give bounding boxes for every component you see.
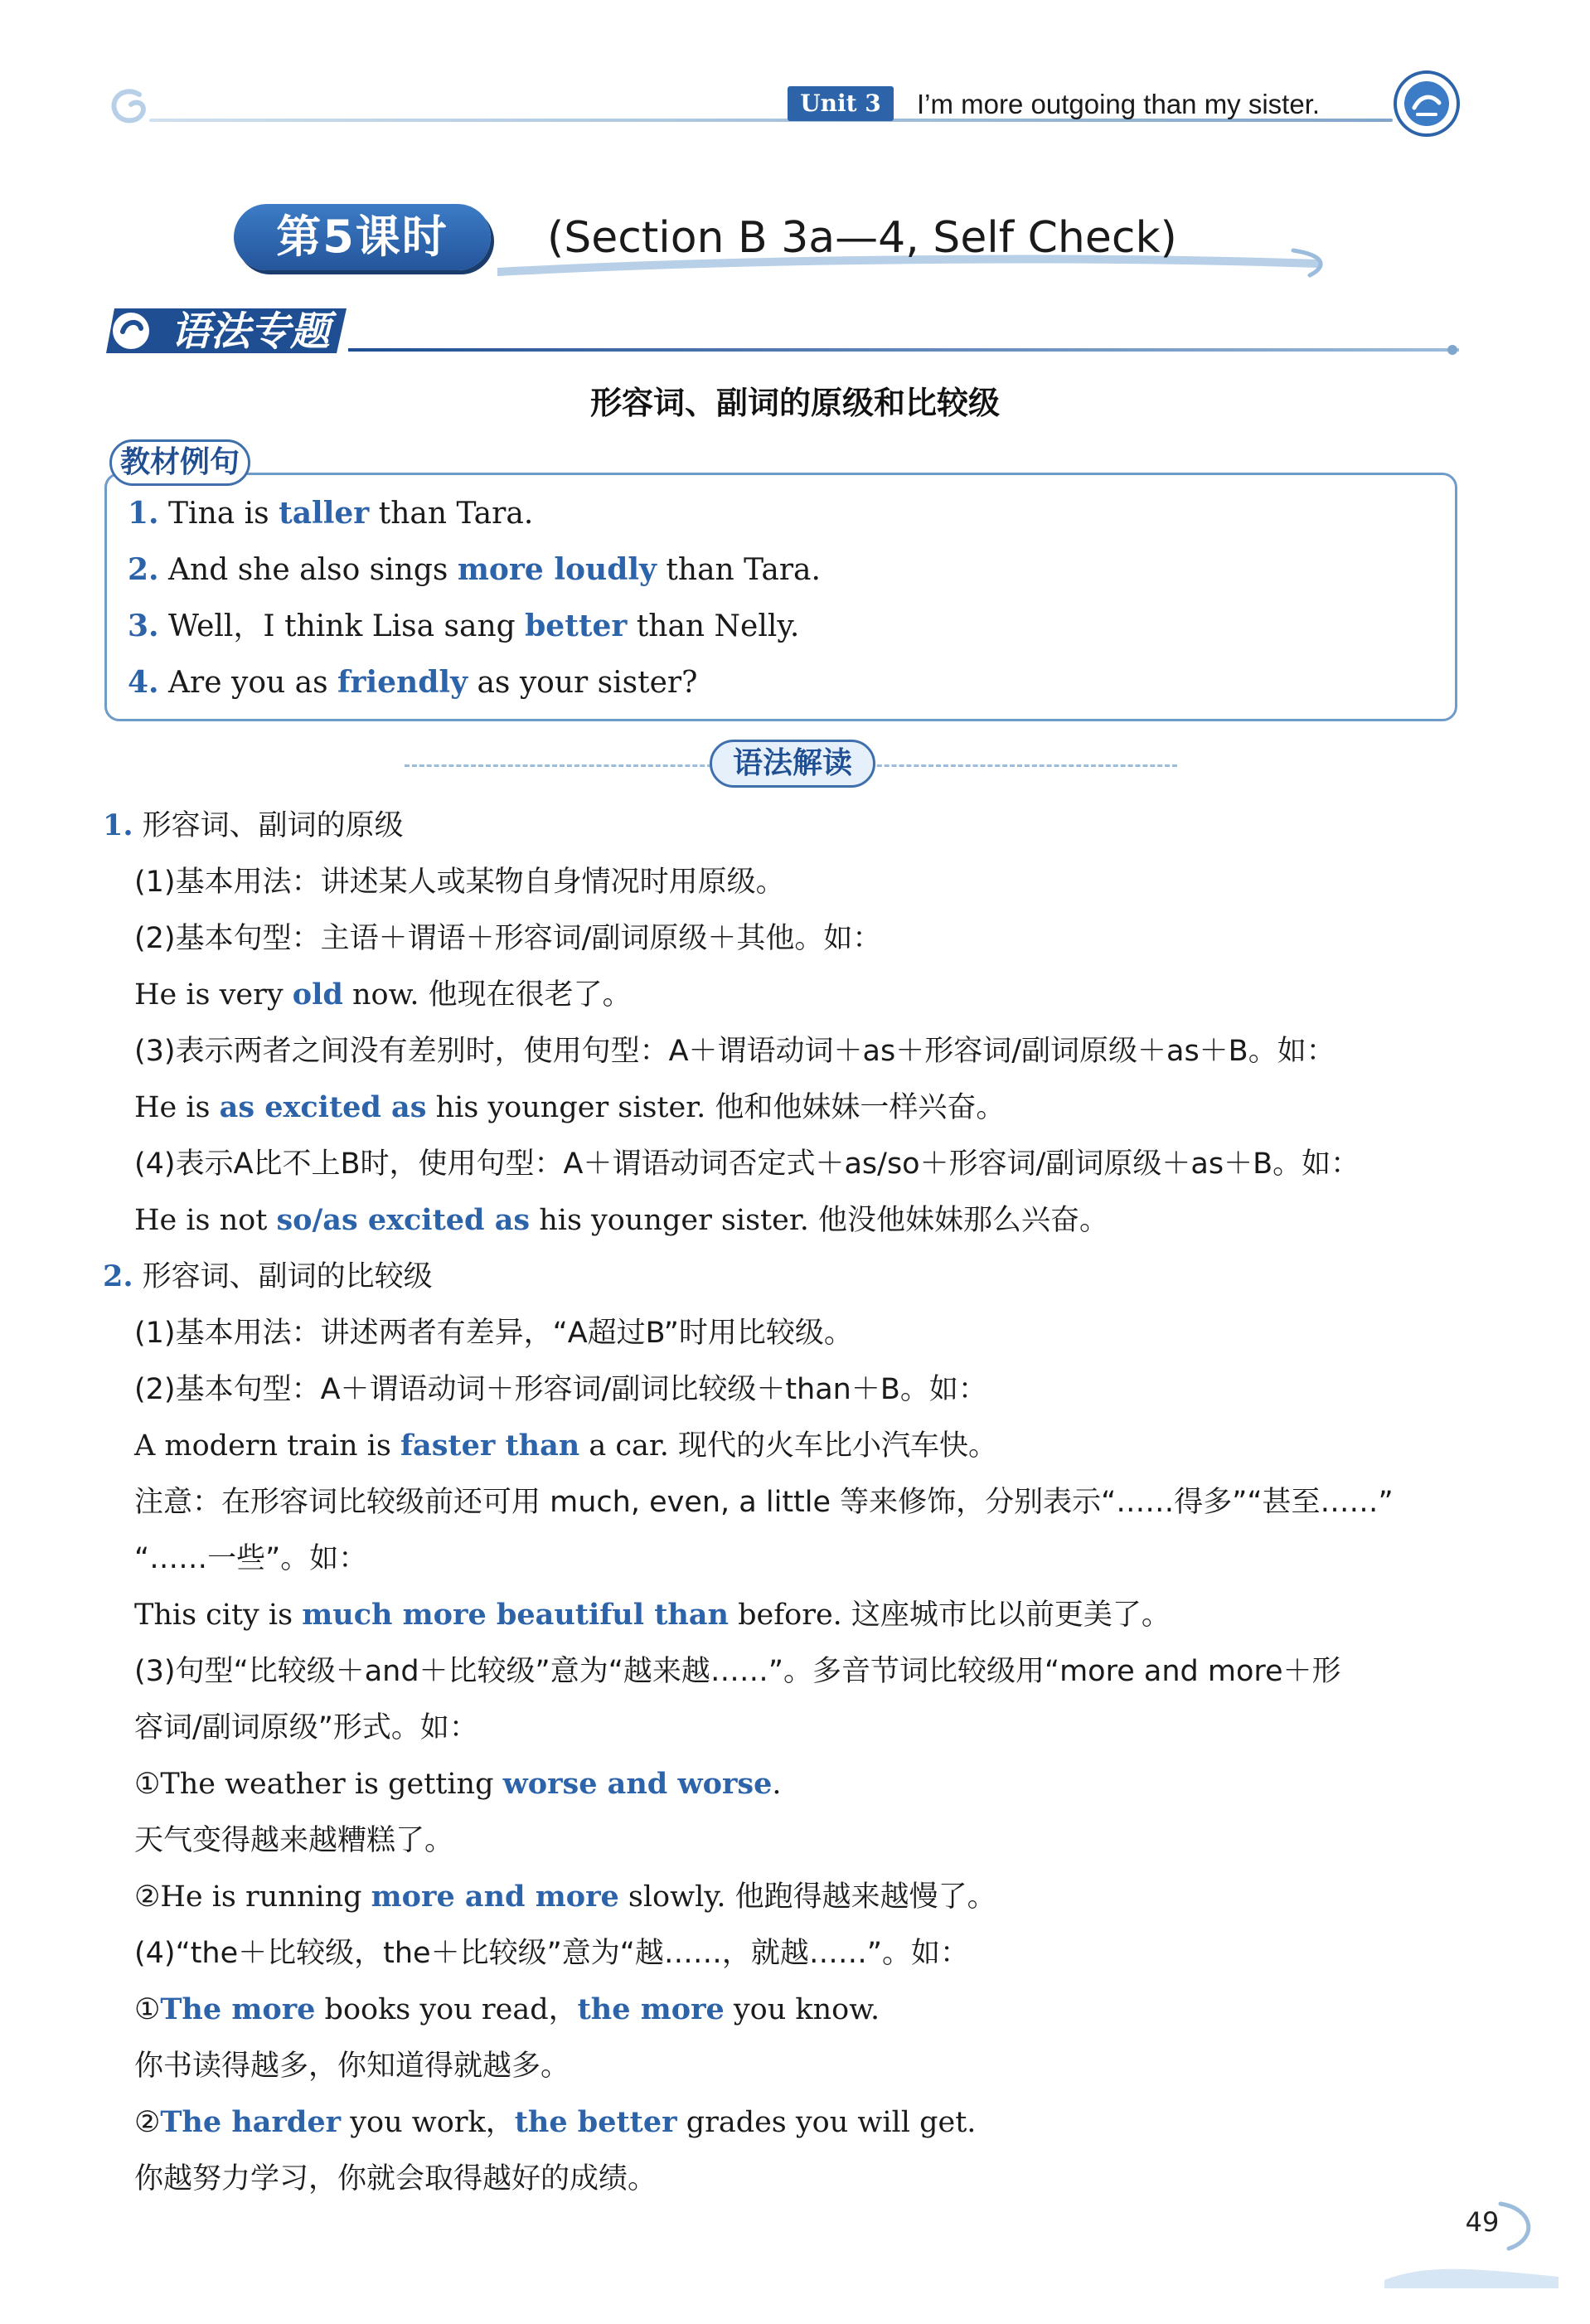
lesson-title: (Section B 3a—4, Self Check)	[547, 213, 1177, 263]
point-1-rule-3: (3)表示两者之间没有差别时，使用句型：A＋谓语动词＋as＋形容词/副词原级＋as＋B。如：	[134, 1035, 1336, 1068]
point-2-example-2: A modern train is faster than a car. 现代的火车比小汽车快。	[134, 1429, 997, 1463]
publisher-logo-icon	[1393, 70, 1461, 138]
point-1-example-4: He is not so/as excited as his younger sister. 他没他妹妹那么兴奋。	[134, 1203, 1108, 1237]
section-rule-dot	[1447, 345, 1457, 355]
point-2-pattern: (2)基本句型：A＋谓语动词＋形容词/副词比较级＋than＋B。如：	[134, 1373, 987, 1406]
point-1-example-2: He is very old now. 他现在很老了。	[134, 978, 632, 1012]
page-number: 49	[1465, 2206, 1500, 2238]
example-sentence-1: 1. Tina is taller than Tara.	[128, 496, 534, 531]
point-2-example-4: ①The weather is getting worse and worse.	[134, 1767, 782, 1801]
point-2-note-line-1: 注意：在形容词比较级前还可用 much, even, a little 等来修饰，分别表示“……得多”“甚至……”	[134, 1486, 1394, 1519]
point-2-example-6-translation: 你书读得越多，你知道得就越多。	[134, 2050, 570, 2083]
point-2-title: 2. 形容词、副词的比较级	[103, 1259, 433, 1293]
example-sentence-4: 4. Are you as friendly as your sister?	[128, 665, 698, 700]
point-2-usage: (1)基本用法：讲述两者有差异，“A超过B”时用比较级。	[134, 1317, 853, 1350]
point-1-rule-4: (4)表示A比不上B时，使用句型：A＋谓语动词否定式＋as/so＋形容词/副词原级＋as＋B。如：	[134, 1147, 1360, 1181]
point-2-rule-3-line-2: 容词/副词原级”形式。如：	[134, 1711, 478, 1744]
section-rule	[348, 348, 1459, 352]
explanation-tag: 语法解读	[710, 740, 875, 788]
point-2-example-4-translation: 天气变得越来越糟糕了。	[134, 1824, 454, 1857]
example-sentence-3: 3. Well，I think Lisa sang better than Nelly.	[128, 609, 800, 643]
point-2-example-6: ①The more books you read，the more you know.	[134, 1992, 880, 2026]
swirl-icon	[106, 83, 154, 131]
point-1-example-3: He is as excited as his younger sister. 他和他妹妹一样兴奋。	[134, 1090, 1006, 1124]
point-2-example-5: ②He is running more and more slowly. 他跑得越来越慢了。	[134, 1880, 996, 1914]
point-1-title: 1. 形容词、副词的原级	[103, 808, 404, 842]
point-2-note-line-2: “……一些”。如：	[134, 1542, 368, 1575]
unit-title: I’m more outgoing than my sister.	[917, 89, 1321, 119]
point-2-rule-3-line-1: (3)句型“比较级＋and＋比较级”意为“越来越……”。多音节词比较级用“more and more＋形	[134, 1655, 1341, 1688]
point-2-example-7-translation: 你越努力学习，你就会取得越好的成绩。	[134, 2162, 657, 2195]
example-sentence-2: 2. And she also sings more loudly than Tara.	[128, 552, 821, 587]
point-2-example-7: ②The harder you work，the better grades you will get.	[134, 2105, 977, 2139]
point-1-pattern: (2)基本句型：主语＋谓语＋形容词/副词原级＋其他。如：	[134, 922, 882, 955]
topic-title: 形容词、副词的原级和比较级	[589, 385, 1000, 421]
section-label: 语法专题	[171, 308, 331, 355]
unit-badge: Unit 3	[788, 86, 894, 121]
lesson-badge: 第5课时	[234, 204, 491, 270]
point-1-usage: (1)基本用法：讲述某人或某物自身情况时用原级。	[134, 866, 785, 899]
point-2-example-3: This city is much more beautiful than before. 这座城市比以前更美了。	[134, 1598, 1171, 1632]
examples-tag: 教材例句	[109, 439, 250, 486]
point-2-rule-4: (4)“the＋比较级，the＋比较级”意为“越……，就越……”。如：	[134, 1937, 969, 1970]
divider-right	[862, 764, 1177, 767]
divider-left	[405, 764, 720, 767]
